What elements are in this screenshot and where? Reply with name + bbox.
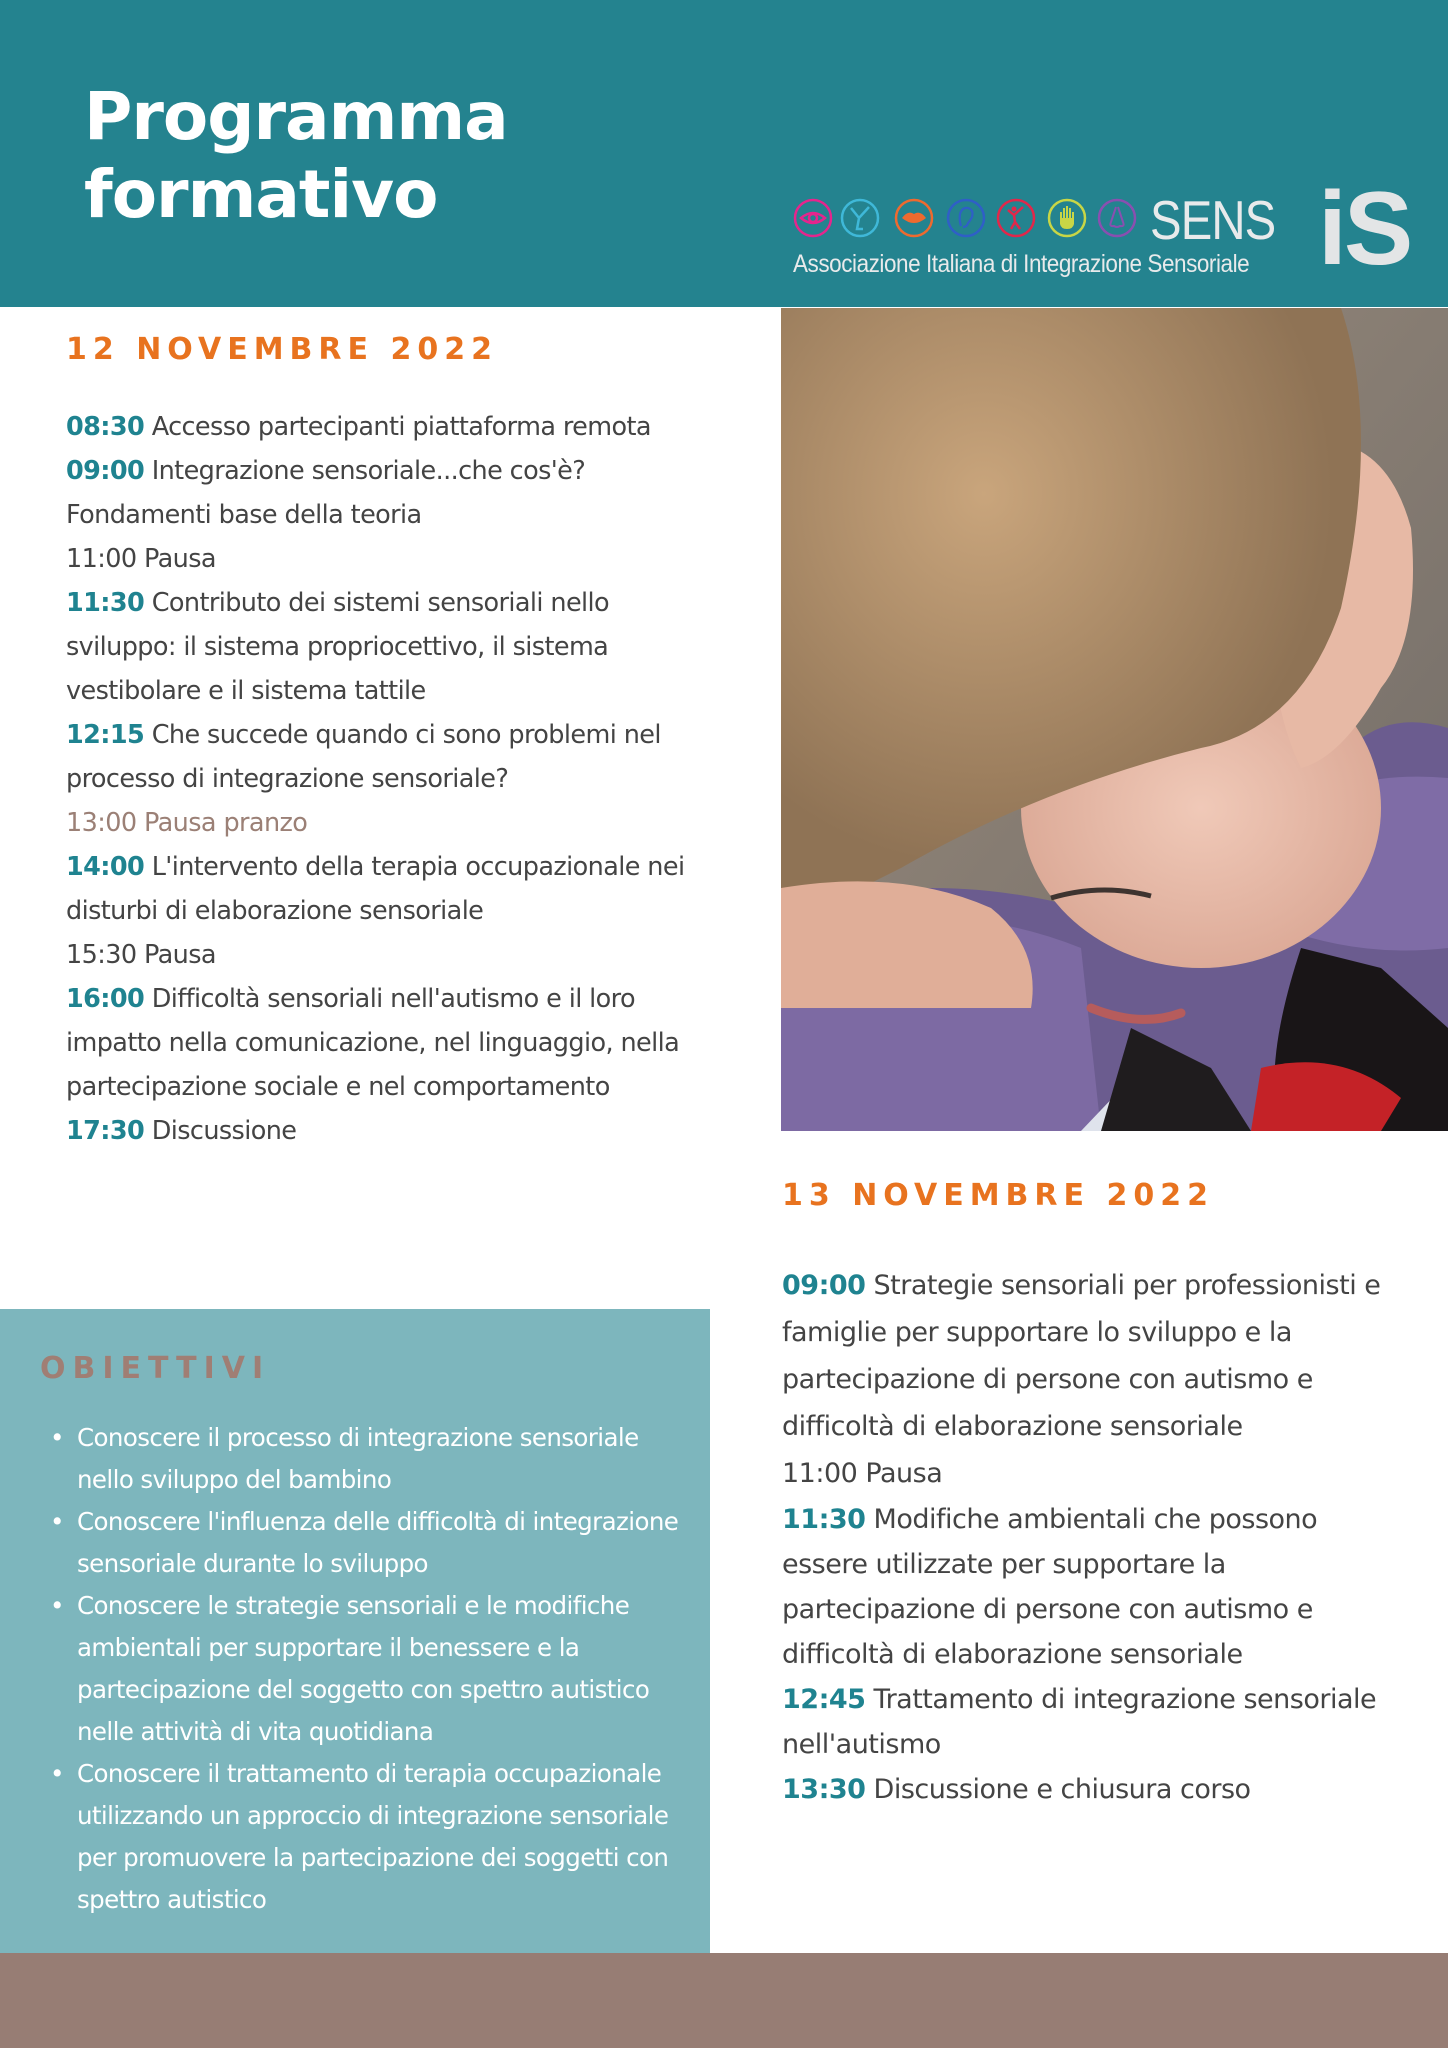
schedule-time: 14:00 <box>66 852 145 882</box>
schedule-text: Modifiche ambientali che possono essere utilizzate per supportare la partecipazione di persone con autismo e difficoltà di elaborazione sensoriale <box>782 1504 1318 1670</box>
nose-icon <box>1097 198 1137 238</box>
hand-icon <box>1047 198 1087 238</box>
schedule-item <box>66 537 691 581</box>
schedule-text: Discussione <box>151 1116 297 1146</box>
logo-subtitle: Associazione Italiana di Integrazione Sensoriale <box>793 250 1250 278</box>
schedule-time: 13:30 <box>782 1774 866 1805</box>
objective-item <box>50 1753 700 1921</box>
objective-text: Conoscere le strategie sensoriali e le modifiche ambientali per supportare il benessere e la partecipazione del soggetto con spettro autistico nelle attività di vita quotidiana <box>77 1591 650 1746</box>
dancing-figure-icon <box>996 198 1036 238</box>
schedule-time: 12:15 <box>66 720 145 750</box>
schedule-text: Contributo dei sistemi sensoriali nello sviluppo: il sistema propriocettivo, il sistema vestibolare e il sistema tattile <box>66 588 610 706</box>
objective-item <box>50 1417 700 1501</box>
schedule-text: Accesso partecipanti piattaforma remota <box>151 412 651 442</box>
schedule-text: Pausa <box>865 1458 943 1489</box>
schedule-item <box>66 713 691 801</box>
schedule-text: Strategie sensoriali per professionisti e famiglie per supportare lo sviluppo e la partecipazione di persone con autismo e difficoltà di elaborazione sensoriale <box>782 1270 1381 1442</box>
bullet-icon: • <box>50 1423 64 1452</box>
schedule-time: 11:00 <box>66 544 137 574</box>
schedule-time: 13:00 <box>66 808 137 838</box>
objective-text: Conoscere l'influenza delle difficoltà di integrazione sensoriale durante lo sviluppo <box>77 1507 679 1578</box>
cartwheel-figure-icon <box>840 198 880 238</box>
schedule-item <box>66 933 691 977</box>
schedule-item <box>66 581 691 713</box>
schedule-time: 12:45 <box>782 1684 866 1715</box>
objectives-list <box>50 1417 700 1921</box>
day1-schedule <box>66 405 691 1153</box>
schedule-item <box>66 977 691 1109</box>
schedule-text: Pausa <box>144 544 216 574</box>
photo-illustration <box>781 308 1448 1131</box>
schedule-text: Che succede quando ci sono problemi nel processo di integrazione sensoriale? <box>66 720 661 794</box>
schedule-time: 09:00 <box>782 1270 866 1301</box>
day2-date-heading: 13 NOVEMBRE 2022 <box>782 1178 1214 1213</box>
sensis-logo <box>790 171 1411 287</box>
schedule-time: 11:30 <box>66 588 145 618</box>
logo-wordmark-sens: SENS <box>1150 189 1276 251</box>
schedule-item <box>782 1497 1402 1677</box>
schedule-item <box>66 405 691 449</box>
ear-icon <box>946 198 986 238</box>
child-photo <box>781 308 1448 1131</box>
schedule-time: 11:00 <box>782 1458 858 1489</box>
objectives-panel <box>0 1309 710 1953</box>
schedule-text: Pausa pranzo <box>144 808 308 838</box>
objective-text: Conoscere il trattamento di terapia occupazionale utilizzando un approccio di integrazione sensoriale per promuovere la partecipazione dei soggetti con spettro autistico <box>77 1759 669 1914</box>
bullet-icon: • <box>50 1507 64 1536</box>
schedule-time: 08:30 <box>66 412 145 442</box>
objectives-title: OBIETTIVI <box>40 1351 271 1386</box>
day1-date-heading: 12 NOVEMBRE 2022 <box>66 332 498 367</box>
schedule-item <box>782 1450 1402 1497</box>
schedule-time: 15:30 <box>66 940 137 970</box>
logo-wordmark-is: iS <box>1318 171 1411 287</box>
objective-item <box>50 1585 700 1753</box>
schedule-text: Difficoltà sensoriali nell'autismo e il loro impatto nella comunicazione, nel linguaggio, nella partecipazione sociale e nel comportamento <box>66 984 680 1102</box>
lips-icon <box>894 198 934 238</box>
objective-item <box>50 1501 700 1585</box>
schedule-text: L'intervento della terapia occupazionale nei disturbi di elaborazione sensoriale <box>66 852 685 926</box>
schedule-text: Integrazione sensoriale...che cos'è? Fondamenti base della teoria <box>66 456 586 530</box>
schedule-time: 16:00 <box>66 984 145 1014</box>
page-title <box>84 78 508 234</box>
eye-icon <box>793 198 833 238</box>
schedule-time: 09:00 <box>66 456 145 486</box>
schedule-item-lunch <box>66 801 691 845</box>
schedule-time: 11:30 <box>782 1504 866 1535</box>
schedule-text: Pausa <box>144 940 216 970</box>
bullet-icon: • <box>50 1591 64 1620</box>
footer-band <box>0 1953 1448 2048</box>
title-line-2: formativo <box>84 156 438 233</box>
bullet-icon: • <box>50 1759 64 1788</box>
schedule-item <box>782 1262 1402 1450</box>
objective-text: Conoscere il processo di integrazione sensoriale nello sviluppo del bambino <box>77 1423 639 1494</box>
schedule-item <box>782 1677 1402 1767</box>
header-banner <box>0 0 1448 307</box>
schedule-item <box>66 449 691 537</box>
schedule-item <box>782 1767 1402 1812</box>
schedule-item <box>66 1109 691 1153</box>
schedule-text: Trattamento di integrazione sensoriale nell'autismo <box>782 1684 1377 1760</box>
schedule-time: 17:30 <box>66 1116 145 1146</box>
schedule-item <box>66 845 691 933</box>
day2-schedule <box>782 1262 1402 1812</box>
title-line-1: Programma <box>84 78 508 155</box>
schedule-text: Discussione e chiusura corso <box>873 1774 1251 1805</box>
